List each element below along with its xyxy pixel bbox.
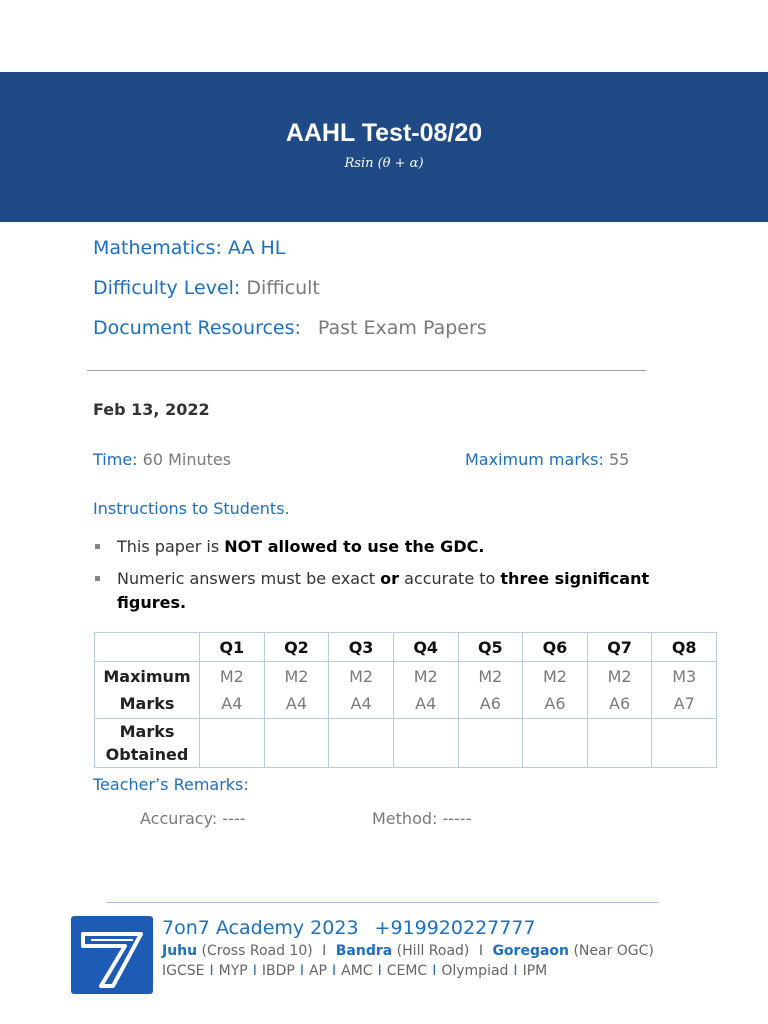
- list-item: [93, 535, 693, 559]
- difficulty-value: Difficult: [246, 277, 320, 299]
- answer-mark: A4: [221, 694, 243, 713]
- marks-obtained-cell[interactable]: [200, 719, 265, 768]
- marks-obtained-cell[interactable]: [329, 719, 394, 768]
- table-row: [95, 719, 717, 768]
- instruction-text: This paper is: [117, 537, 225, 556]
- location-note: (Near OGC): [569, 943, 654, 959]
- question-header: Q3: [329, 633, 394, 662]
- marks-obtained-row-label: [95, 719, 200, 768]
- footer-programs: [162, 963, 547, 979]
- max-marks-cell: [264, 662, 329, 719]
- list-item: [93, 567, 693, 615]
- academy-phone[interactable]: +919920227777: [374, 917, 536, 939]
- difficulty-line: [93, 277, 320, 299]
- method-mark: M2: [284, 667, 309, 686]
- marks-obtained-cell[interactable]: [652, 719, 717, 768]
- program-item: MYP: [218, 963, 248, 979]
- program-item: IPM: [522, 963, 548, 979]
- academy-name: 7on7 Academy 2023: [162, 917, 359, 939]
- program-item: IBDP: [261, 963, 295, 979]
- question-header: Q5: [458, 633, 523, 662]
- max-marks-cell: [587, 662, 652, 719]
- location-juhu: Juhu: [162, 943, 198, 959]
- test-date: Feb 13, 2022: [93, 400, 210, 419]
- location-goregaon: Goregaon: [492, 943, 569, 959]
- separator: I: [478, 943, 483, 959]
- max-marks-cell: [329, 662, 394, 719]
- max-marks-line: [465, 450, 629, 469]
- footer-divider: [106, 902, 659, 903]
- instruction-text: accurate to: [399, 569, 501, 588]
- method-mark: M2: [542, 667, 567, 686]
- separator: I: [209, 963, 214, 979]
- instruction-bold: NOT allowed to use the GDC.: [224, 537, 485, 556]
- table-header-row: [95, 633, 717, 662]
- bullet-icon: [95, 576, 100, 581]
- marks-obtained-cell[interactable]: [523, 719, 588, 768]
- method-mark: M2: [349, 667, 374, 686]
- program-item: AMC: [341, 963, 373, 979]
- max-marks-cell: [458, 662, 523, 719]
- remarks-title: Teacher’s Remarks:: [93, 775, 249, 794]
- separator: I: [332, 963, 337, 979]
- method-mark: M2: [219, 667, 244, 686]
- question-header: Q6: [523, 633, 588, 662]
- separator: I: [377, 963, 382, 979]
- location-bandra: Bandra: [335, 943, 393, 959]
- resources-line: [93, 317, 487, 339]
- marks-obtained-cell[interactable]: [587, 719, 652, 768]
- separator: I: [299, 963, 304, 979]
- footer-locations: [162, 943, 654, 959]
- divider: [87, 370, 646, 371]
- question-header: Q2: [264, 633, 329, 662]
- row-label-line: Obtained: [105, 745, 189, 764]
- method-mark: M2: [478, 667, 503, 686]
- table-corner: [95, 633, 200, 662]
- max-marks-cell: [393, 662, 458, 719]
- method-mark: M2: [413, 667, 438, 686]
- row-label-line: Marks: [119, 722, 175, 741]
- program-item: Olympiad: [441, 963, 509, 979]
- answer-mark: A6: [479, 694, 501, 713]
- method-mark: M3: [672, 667, 697, 686]
- time-value: 60 Minutes: [142, 450, 232, 469]
- difficulty-label: Difficulty Level:: [93, 277, 241, 299]
- program-item: CEMC: [386, 963, 428, 979]
- table-row: [95, 662, 717, 719]
- answer-mark: A4: [350, 694, 372, 713]
- answer-mark: A7: [673, 694, 695, 713]
- time-line: [93, 450, 231, 469]
- method-mark: M2: [607, 667, 632, 686]
- max-marks-cell: [200, 662, 265, 719]
- max-marks-cell: [652, 662, 717, 719]
- max-marks-value: 55: [608, 450, 630, 469]
- answer-mark: A6: [609, 694, 631, 713]
- location-note: (Cross Road 10): [197, 943, 313, 959]
- question-header: Q1: [200, 633, 265, 662]
- separator: I: [513, 963, 518, 979]
- separator: I: [252, 963, 257, 979]
- question-header: Q4: [393, 633, 458, 662]
- instruction-bold: three significant figures.: [117, 569, 650, 612]
- marks-obtained-cell[interactable]: [264, 719, 329, 768]
- resources-label: Document Resources:: [93, 317, 301, 339]
- program-item: IGCSE: [162, 963, 205, 979]
- max-marks-label: Maximum marks:: [465, 450, 604, 469]
- time-label: Time:: [93, 450, 138, 469]
- marks-table: [94, 632, 717, 768]
- marks-obtained-cell[interactable]: [393, 719, 458, 768]
- footer-title: [162, 917, 536, 939]
- program-item: AP: [308, 963, 327, 979]
- answer-mark: A4: [415, 694, 437, 713]
- header-banner: [0, 72, 768, 222]
- instructions-list: [93, 535, 693, 623]
- instructions-title: Instructions to Students.: [93, 499, 290, 518]
- academy-logo: [71, 916, 153, 994]
- instruction-bold: or: [380, 569, 400, 588]
- row-label-line: Maximum: [103, 667, 191, 686]
- test-formula: Rsin (θ + α): [344, 156, 424, 171]
- answer-mark: A4: [285, 694, 307, 713]
- resources-value: Past Exam Papers: [317, 317, 487, 339]
- separator: I: [432, 963, 437, 979]
- max-marks-row-label: [95, 662, 200, 719]
- separator: I: [322, 943, 327, 959]
- accuracy-field: Accuracy: ----: [140, 809, 246, 828]
- instruction-text: Numeric answers must be exact: [117, 569, 381, 588]
- subject-line: Mathematics: AA HL: [93, 237, 286, 259]
- row-label-line: Marks: [119, 694, 175, 713]
- method-field: Method: -----: [372, 809, 472, 828]
- max-marks-cell: [523, 662, 588, 719]
- answer-mark: A6: [544, 694, 566, 713]
- test-title: AAHL Test-08/20: [285, 119, 483, 147]
- seven-logo-icon: [71, 916, 153, 994]
- marks-obtained-cell[interactable]: [458, 719, 523, 768]
- location-note: (Hill Road): [392, 943, 470, 959]
- question-header: Q7: [587, 633, 652, 662]
- bullet-icon: [95, 544, 100, 549]
- question-header: Q8: [652, 633, 717, 662]
